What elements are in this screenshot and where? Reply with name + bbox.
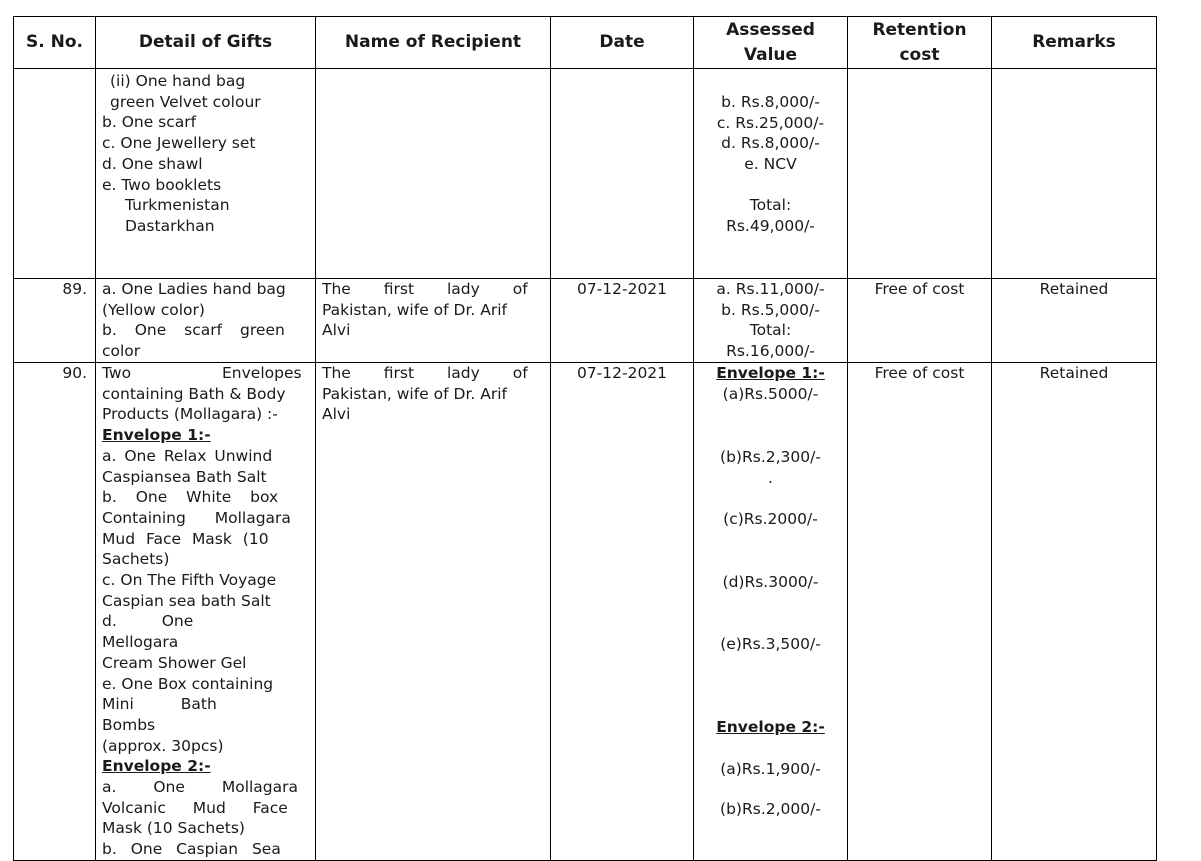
envelope-1-title: Envelope 1:- xyxy=(102,426,211,445)
table-row-continued xyxy=(14,69,1157,279)
cell-assessed: b. Rs.8,000/- c. Rs.25,000/- d. Rs.8,000/- e. NCV Total: Rs.49,000/- xyxy=(694,69,848,279)
cell-date xyxy=(551,69,694,279)
cell-sno: 90. xyxy=(14,363,96,861)
cell-sno xyxy=(14,69,96,279)
gifts-table xyxy=(13,16,1157,861)
cell-date: 07-12-2021 xyxy=(551,363,694,861)
envelope-2-value-title: Envelope 2:- xyxy=(716,717,825,736)
cell-assessed: a. Rs.11,000/- b. Rs.5,000/- Total: Rs.16,000/- xyxy=(694,279,848,363)
cell-detail: (ii) One hand bag green Velvet colour b. One scarf c. One Jewellery set d. One shawl e. Two booklets Turkmenistan Dastarkhan xyxy=(96,69,316,279)
cell-assessed: Envelope 1:- (a)Rs.5000/- (b)Rs.2,300/- . (c)Rs.2000/- (d)Rs.3000/- (e)Rs.3,500/- Envelope 2:- (a)Rs.1,900/- (b)Rs.2,000/- xyxy=(694,363,848,861)
cell-remarks xyxy=(992,69,1157,279)
header-recipient: Name of Recipient xyxy=(316,17,551,69)
header-remarks: Remarks xyxy=(992,17,1157,69)
header-row xyxy=(14,17,1157,69)
cell-retention xyxy=(848,69,992,279)
header-date: Date xyxy=(551,17,694,69)
header-retention: Retention cost xyxy=(848,17,992,69)
cell-recipient: The first lady of Pakistan, wife of Dr. Arif Alvi xyxy=(316,363,551,861)
header-detail: Detail of Gifts xyxy=(96,17,316,69)
cell-retention: Free of cost xyxy=(848,279,992,363)
cell-recipient xyxy=(316,69,551,279)
header-assessed: Assessed Value xyxy=(694,17,848,69)
cell-retention: Free of cost xyxy=(848,363,992,861)
header-sno: S. No. xyxy=(14,17,96,69)
cell-remarks: Retained xyxy=(992,363,1157,861)
cell-date: 07-12-2021 xyxy=(551,279,694,363)
envelope-1-value-title: Envelope 1:- xyxy=(716,364,825,382)
cell-detail: a. One Ladies hand bag (Yellow color) b. One scarf green color xyxy=(96,279,316,363)
table-row-90 xyxy=(14,363,1157,861)
cell-detail: Two Envelopes containing Bath & Body Products (Mollagara) :- Envelope 1:- a. One Relax Unwind Caspiansea Bath Salt b. One White box Containing Mollagara Mud Face Mask (10 Sachets) c. On The Fifth Voyage Caspian sea bath Salt d. One Mellogara Cream Shower Gel e. One Box containing Mini Bath Bombs (approx. 30pcs) Envelope 2:- a. One Mollagara Volcanic Mud Face Mask (10 Sachets) b. One Caspian Sea xyxy=(96,363,316,861)
table-row-89 xyxy=(14,279,1157,363)
cell-sno: 89. xyxy=(14,279,96,363)
cell-remarks: Retained xyxy=(992,279,1157,363)
cell-recipient: The first lady of Pakistan, wife of Dr. Arif Alvi xyxy=(316,279,551,363)
envelope-2-title: Envelope 2:- xyxy=(102,757,211,776)
